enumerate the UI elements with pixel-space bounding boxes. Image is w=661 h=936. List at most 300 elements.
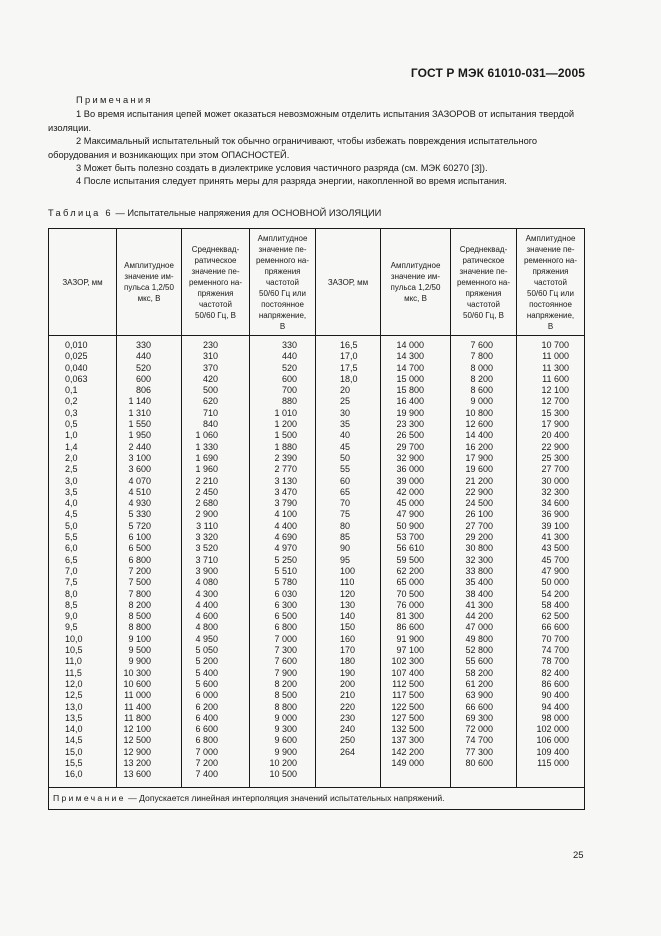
table-cell: 6 800 xyxy=(195,735,218,746)
table-cell: 100 xyxy=(340,565,356,576)
header-line: частотой xyxy=(467,299,500,309)
header-line: пряжения xyxy=(197,288,234,298)
header-line: Амплитудное xyxy=(390,261,441,270)
table-cell: 520 xyxy=(135,362,151,373)
table-cell: 3 100 xyxy=(128,452,151,463)
table-cell: 11 300 xyxy=(542,362,569,373)
note-item: 1 Во время испытания цепей может оказаться невозможным отделить испытания ЗАЗОРОВ от испытания твердой изоляции. xyxy=(48,109,575,133)
table-cell: 8,5 xyxy=(65,599,78,610)
header-peak-ac-dc xyxy=(517,229,585,336)
header-line: 50/60 Гц или xyxy=(259,288,306,298)
table-cell: 36 900 xyxy=(541,509,569,520)
table-cell: 50 900 xyxy=(396,520,424,531)
table-cell: 2 900 xyxy=(195,509,218,520)
table-cell: 4,0 xyxy=(65,498,78,509)
header-line: пульса 1,2/50 xyxy=(390,283,441,292)
table-cell: 26 100 xyxy=(465,509,493,520)
table-cell: 2 210 xyxy=(195,475,218,486)
header-line: напряжение, xyxy=(526,310,575,320)
header-line: ратическое xyxy=(194,255,237,265)
table-cell: 370 xyxy=(202,362,218,373)
table-cell: 1,0 xyxy=(65,430,78,441)
table-cell: 3 520 xyxy=(195,543,218,554)
table-cell: 7 300 xyxy=(274,645,297,656)
table-cell: 58 400 xyxy=(541,599,569,610)
table-cell: 1 140 xyxy=(128,396,151,407)
table-cell: 3 710 xyxy=(195,554,218,565)
table-cell: 5 330 xyxy=(128,509,151,520)
table-cell: 7 600 xyxy=(274,656,297,667)
column-peak-ac-dc xyxy=(517,336,585,788)
table-cell: 14 300 xyxy=(396,351,424,362)
table-cell: 12,0 xyxy=(65,678,83,689)
header-line: значение пе- xyxy=(526,244,575,254)
table-cell: 5 510 xyxy=(274,565,297,576)
table-cell: 3 790 xyxy=(274,498,297,509)
table-cell: 6 600 xyxy=(195,724,218,735)
column-impulse xyxy=(381,336,451,788)
table-cell: 10 700 xyxy=(541,340,569,350)
table-cell: 7 200 xyxy=(128,565,151,576)
header-line: значение пе- xyxy=(459,266,508,276)
column-clearance xyxy=(316,336,381,788)
header-line: постоянное xyxy=(529,299,572,309)
table-cell: 9 900 xyxy=(128,656,151,667)
notes-section xyxy=(48,94,588,189)
table-cell: 1 690 xyxy=(195,452,218,463)
table-cell: 7 800 xyxy=(470,351,493,362)
table-cell: 80 600 xyxy=(465,757,493,768)
table-cell: 7,0 xyxy=(65,565,78,576)
header-line: ременного на- xyxy=(188,277,243,287)
column-rms-ac xyxy=(182,336,250,788)
table-cell: 17 900 xyxy=(541,419,569,430)
table-cell: 9 100 xyxy=(128,633,151,644)
table-cell: 15 300 xyxy=(541,407,569,418)
table-cell: 63 900 xyxy=(465,690,493,701)
header-line: Амплитудное xyxy=(525,233,576,243)
table-cell: 4 400 xyxy=(274,520,297,531)
table-cell: 10 600 xyxy=(123,678,151,689)
table-cell: 0,040 xyxy=(65,362,88,373)
table-cell: 39 100 xyxy=(541,520,569,531)
table-cell: 250 xyxy=(340,735,356,746)
header-line: значение им- xyxy=(390,272,441,281)
table-cell: 12,5 xyxy=(65,690,83,701)
table-caption-label: Таблица 6 xyxy=(48,208,113,218)
table-cell: 45 000 xyxy=(396,498,424,509)
table-cell: 3 470 xyxy=(274,486,297,497)
column-rms-ac xyxy=(451,336,517,788)
table-cell: 4 800 xyxy=(195,622,218,633)
table-cell: 61 200 xyxy=(465,678,493,689)
table-cell: 3,5 xyxy=(65,486,78,497)
table-cell: 2 770 xyxy=(274,464,297,475)
table-cell: 76 000 xyxy=(396,599,424,610)
table-cell: 10,0 xyxy=(65,633,83,644)
table-cell: 32 300 xyxy=(541,486,569,497)
table-cell: 8 000 xyxy=(470,362,493,373)
header-rms-ac xyxy=(182,229,250,336)
table-cell: 102 300 xyxy=(391,656,424,667)
table-cell: 15,0 xyxy=(65,746,83,757)
table-cell: 25 300 xyxy=(541,452,569,463)
table-cell: 142 200 xyxy=(391,746,424,757)
table-cell: 9,5 xyxy=(65,622,78,633)
table-cell: 132 500 xyxy=(391,724,424,735)
table-cell: 6 400 xyxy=(195,712,218,723)
table-cell: 1 200 xyxy=(274,419,297,430)
table-cell: 7 600 xyxy=(470,340,493,350)
note-item: 4 После испытания следует принять меры для разряда энергии, накопленной во время испытания. xyxy=(76,176,507,187)
table-cell: 7 000 xyxy=(274,633,297,644)
table-cell: 55 600 xyxy=(465,656,493,667)
header-line: постоянное xyxy=(261,299,304,309)
table-cell: 0,3 xyxy=(65,407,78,418)
table-cell: 70 xyxy=(340,498,351,509)
column-clearance xyxy=(49,336,117,788)
table-cell: 600 xyxy=(135,373,151,384)
table-cell: 9 300 xyxy=(274,724,297,735)
header-peak-ac-dc xyxy=(250,229,316,336)
table-cell: 10 200 xyxy=(269,757,297,768)
header-line: ременного на- xyxy=(456,277,511,287)
table-cell: 840 xyxy=(202,419,218,430)
table-cell: 600 xyxy=(281,373,297,384)
table-footnote-row xyxy=(49,787,585,809)
table-cell: 3 130 xyxy=(274,475,297,486)
table-data-row xyxy=(49,336,585,788)
table-cell: 7 900 xyxy=(274,667,297,678)
table-cell: 17,5 xyxy=(340,362,358,373)
table-cell: 2 440 xyxy=(128,441,151,452)
table-cell: 160 xyxy=(340,633,356,644)
table-cell: 1 950 xyxy=(128,430,151,441)
table-cell: 69 300 xyxy=(465,712,493,723)
table-cell: 8 500 xyxy=(128,611,151,622)
table-cell: 78 700 xyxy=(541,656,569,667)
table-cell: 3 320 xyxy=(195,532,218,543)
table-cell: 14 400 xyxy=(465,430,493,441)
table-cell: 12 100 xyxy=(541,385,569,396)
table-cell: 15,5 xyxy=(65,757,83,768)
table-cell: 140 xyxy=(340,611,356,622)
table-cell: 6 030 xyxy=(274,588,297,599)
table-cell: 41 300 xyxy=(465,599,493,610)
table-cell: 16 400 xyxy=(396,396,424,407)
footnote-text: — Допускается линейная интерполяция значений испытательных напряжений. xyxy=(125,792,445,803)
header-line: Среднеквад- xyxy=(459,244,508,254)
table-cell: 70 700 xyxy=(541,633,569,644)
table-cell: 14,5 xyxy=(65,735,83,746)
table-cell: 2 680 xyxy=(195,498,218,509)
table-cell: 30 800 xyxy=(465,543,493,554)
table-cell: 330 xyxy=(135,340,151,350)
table-cell: 44 200 xyxy=(465,611,493,622)
table-cell: 36 000 xyxy=(396,464,424,475)
table-cell: 35 400 xyxy=(465,577,493,588)
table-cell: 0,1 xyxy=(65,385,78,396)
table-cell: 30 xyxy=(340,407,351,418)
table-cell: 34 600 xyxy=(541,498,569,509)
table-cell: 59 500 xyxy=(396,554,424,565)
table-cell: 200 xyxy=(340,678,356,689)
table-cell: 13,0 xyxy=(65,701,83,712)
table-cell: 1 310 xyxy=(128,407,151,418)
table-cell: 0,2 xyxy=(65,396,78,407)
table-cell: 115 000 xyxy=(537,757,569,768)
table-cell: 11,0 xyxy=(65,656,82,667)
table-cell: 2 450 xyxy=(195,486,218,497)
table-cell: 95 xyxy=(340,554,351,565)
table-cell: 0,010 xyxy=(65,340,88,350)
table-cell: 47 900 xyxy=(541,565,569,576)
table-cell: 16 200 xyxy=(465,441,493,452)
table-cell: 24 500 xyxy=(465,498,493,509)
table-cell: 1 010 xyxy=(274,407,297,418)
column-peak-ac-dc xyxy=(250,336,316,788)
table-cell: 710 xyxy=(202,407,218,418)
table-cell: 17 900 xyxy=(465,452,493,463)
table-cell: 11,5 xyxy=(65,667,82,678)
table-cell: 220 xyxy=(340,701,356,712)
table-cell: 91 900 xyxy=(396,633,424,644)
table-cell: 11 600 xyxy=(542,373,569,384)
table-cell: 11 000 xyxy=(542,351,569,362)
header-line: В xyxy=(547,321,554,331)
table-cell: 520 xyxy=(281,362,297,373)
table-cell: 1 550 xyxy=(128,419,151,430)
table-cell: 6 100 xyxy=(128,532,151,543)
table-cell: 65 000 xyxy=(396,577,424,588)
table-cell: 4 930 xyxy=(128,498,151,509)
header-line: 50/60 Гц или xyxy=(527,288,574,298)
table-cell: 33 800 xyxy=(465,565,493,576)
table-cell: 107 400 xyxy=(391,667,424,678)
table-cell: 90 xyxy=(340,543,351,554)
table-cell: 8 200 xyxy=(128,599,151,610)
table-cell: 20 400 xyxy=(541,430,569,441)
table-cell: 4 970 xyxy=(274,543,297,554)
table-cell: 6 300 xyxy=(274,599,297,610)
table-cell: 2,5 xyxy=(65,464,78,475)
table-cell: 2,0 xyxy=(65,452,78,463)
table-cell: 110 xyxy=(340,577,355,588)
header-line: ЗАЗОР, мм xyxy=(62,277,103,287)
table-cell: 12 600 xyxy=(465,419,493,430)
table-cell: 8 800 xyxy=(274,701,297,712)
table-cell: 27 700 xyxy=(465,520,493,531)
table-cell: 7 500 xyxy=(128,577,151,588)
table-cell: 62 500 xyxy=(541,611,569,622)
table-cell: 86 600 xyxy=(541,678,569,689)
table-cell: 30 000 xyxy=(541,475,569,486)
table-cell: 47 000 xyxy=(465,622,493,633)
table-cell: 55 xyxy=(340,464,351,475)
table-cell: 4 070 xyxy=(128,475,151,486)
table-cell: 12 900 xyxy=(123,746,151,757)
table-cell: 6 800 xyxy=(128,554,151,565)
table-footnote xyxy=(49,787,585,809)
table-cell: 82 400 xyxy=(541,667,569,678)
table-cell: 3 900 xyxy=(195,565,218,576)
table-cell: 6 500 xyxy=(274,611,297,622)
table-cell: 700 xyxy=(281,385,297,396)
header-line: мкс, В xyxy=(404,294,427,303)
table-cell: 18,0 xyxy=(340,373,358,384)
table-cell: 72 000 xyxy=(465,724,493,735)
table-cell: 13 200 xyxy=(123,757,151,768)
table-cell: 3 600 xyxy=(128,464,151,475)
table-cell: 8 200 xyxy=(274,678,297,689)
table-cell: 620 xyxy=(202,396,218,407)
footnote-label: Примечание xyxy=(53,792,126,803)
page-number: 25 xyxy=(573,850,584,861)
table-cell: 7 200 xyxy=(195,757,218,768)
table-cell: 0,5 xyxy=(65,419,78,430)
table-cell: 50 xyxy=(340,452,351,463)
table-cell: 60 xyxy=(340,475,351,486)
table-cell: 66 600 xyxy=(465,701,493,712)
header-clearance xyxy=(316,229,381,336)
table-cell: 6 800 xyxy=(274,622,297,633)
table-cell: 35 xyxy=(340,419,351,430)
table-cell: 5 400 xyxy=(195,667,218,678)
table-cell: 4 600 xyxy=(195,611,218,622)
table-cell: 3 110 xyxy=(196,520,218,531)
table-cell: 10,5 xyxy=(65,645,83,656)
table-cell: 56 610 xyxy=(396,543,424,554)
table-cell: 14,0 xyxy=(65,724,83,735)
table-cell: 74 700 xyxy=(541,645,569,656)
table-cell: 8 800 xyxy=(128,622,151,633)
header-line: значение пе- xyxy=(258,244,307,254)
table-cell: 5 600 xyxy=(195,678,218,689)
table-cell: 420 xyxy=(202,373,218,384)
table-caption-text: — Испытательные напряжения для ОСНОВНОЙ ИЗОЛЯЦИИ xyxy=(112,208,382,218)
table-cell: 9,0 xyxy=(65,611,78,622)
table-header-row xyxy=(49,229,585,336)
table-cell: 9 000 xyxy=(470,396,493,407)
table-cell: 4 080 xyxy=(195,577,218,588)
table-cell: 6 500 xyxy=(128,543,151,554)
header-line: ратическое xyxy=(462,255,505,265)
table-cell: 7 800 xyxy=(128,588,151,599)
header-line: ременного на- xyxy=(255,255,310,265)
table-cell: 264 xyxy=(340,746,356,757)
table-cell: 120 xyxy=(340,588,356,599)
table-cell: 25 xyxy=(340,396,351,407)
standard-designation: ГОСТ Р МЭК 61010-031—2005 xyxy=(410,66,585,80)
table-cell: 106 000 xyxy=(536,735,569,746)
table-cell: 15 800 xyxy=(396,385,424,396)
table-cell: 9 900 xyxy=(274,746,297,757)
table-cell: 12 500 xyxy=(123,735,151,746)
table-cell: 4 510 xyxy=(128,486,151,497)
table-cell: 500 xyxy=(202,385,218,396)
table-cell: 6 200 xyxy=(195,701,218,712)
table-cell: 4 690 xyxy=(274,532,297,543)
table-cell: 806 xyxy=(135,385,151,396)
table-cell: 23 300 xyxy=(396,419,424,430)
table-cell: 22 900 xyxy=(465,486,493,497)
table-cell: 47 900 xyxy=(396,509,424,520)
header-line: мкс, В xyxy=(137,294,161,303)
table-cell: 440 xyxy=(281,351,297,362)
header-line: 50/60 Гц, В xyxy=(195,310,236,320)
table-cell: 32 900 xyxy=(396,452,424,463)
column-impulse xyxy=(117,336,182,788)
table-cell: 52 800 xyxy=(465,645,493,656)
table-cell: 9 600 xyxy=(274,735,297,746)
table-cell: 2 390 xyxy=(274,452,297,463)
header-rms-ac xyxy=(451,229,517,336)
table-cell: 77 300 xyxy=(465,746,493,757)
header-line: ЗАЗОР, мм xyxy=(327,277,369,287)
table-cell: 5 050 xyxy=(195,645,218,656)
table-cell: 70 500 xyxy=(396,588,424,599)
table-cell: 5,0 xyxy=(65,520,78,531)
notes-title: Примечания xyxy=(76,95,153,105)
table-cell: 81 300 xyxy=(396,611,424,622)
table-cell: 15 000 xyxy=(396,373,424,384)
table-cell: 17,0 xyxy=(340,351,358,362)
table-cell: 127 500 xyxy=(391,712,424,723)
table-cell: 32 300 xyxy=(465,554,493,565)
table-cell: 230 xyxy=(340,712,356,723)
table-cell: 49 800 xyxy=(465,633,493,644)
table-cell: 0,025 xyxy=(65,351,88,362)
table-cell: 4,5 xyxy=(65,509,78,520)
table-cell: 8 500 xyxy=(274,690,297,701)
table-cell: 45 xyxy=(340,441,351,452)
table-cell: 80 xyxy=(340,520,351,531)
header-line: частотой xyxy=(534,277,567,287)
table-cell: 12 700 xyxy=(541,396,569,407)
table-cell: 10 300 xyxy=(123,667,151,678)
table-cell: 58 200 xyxy=(465,667,493,678)
table-cell: 5 250 xyxy=(274,554,297,565)
table-cell: 85 xyxy=(340,532,351,543)
table-cell: 1,4 xyxy=(65,441,78,452)
table-cell: 1 960 xyxy=(195,464,218,475)
table-cell: 5 200 xyxy=(195,656,218,667)
table-cell: 94 400 xyxy=(541,701,569,712)
table-cell: 9 000 xyxy=(274,712,297,723)
table-cell: 180 xyxy=(340,656,356,667)
table-cell: 27 700 xyxy=(541,464,569,475)
table-cell: 137 300 xyxy=(391,735,424,746)
table-cell: 122 500 xyxy=(391,701,424,712)
table-cell: 10 800 xyxy=(465,407,493,418)
table-cell: 29 700 xyxy=(396,441,424,452)
table-cell: 210 xyxy=(340,690,356,701)
table-cell: 440 xyxy=(135,351,151,362)
table-cell: 6,0 xyxy=(65,543,78,554)
table-cell: 45 700 xyxy=(541,554,569,565)
table-cell: 50 000 xyxy=(541,577,569,588)
header-impulse xyxy=(117,229,182,336)
table-cell: 38 400 xyxy=(465,588,493,599)
table-cell: 53 700 xyxy=(396,532,424,543)
note-item: 3 Может быть полезно создать в диэлектрике условия частичного разряда (см. МЭК 60270 [3]). xyxy=(76,163,488,174)
table-cell: 0,063 xyxy=(65,373,88,384)
header-line: значение пе- xyxy=(191,266,240,276)
table-cell: 41 300 xyxy=(541,532,569,543)
table-cell: 7 400 xyxy=(195,769,218,780)
table-cell: 7 000 xyxy=(195,746,218,757)
table-cell: 97 100 xyxy=(396,645,424,656)
